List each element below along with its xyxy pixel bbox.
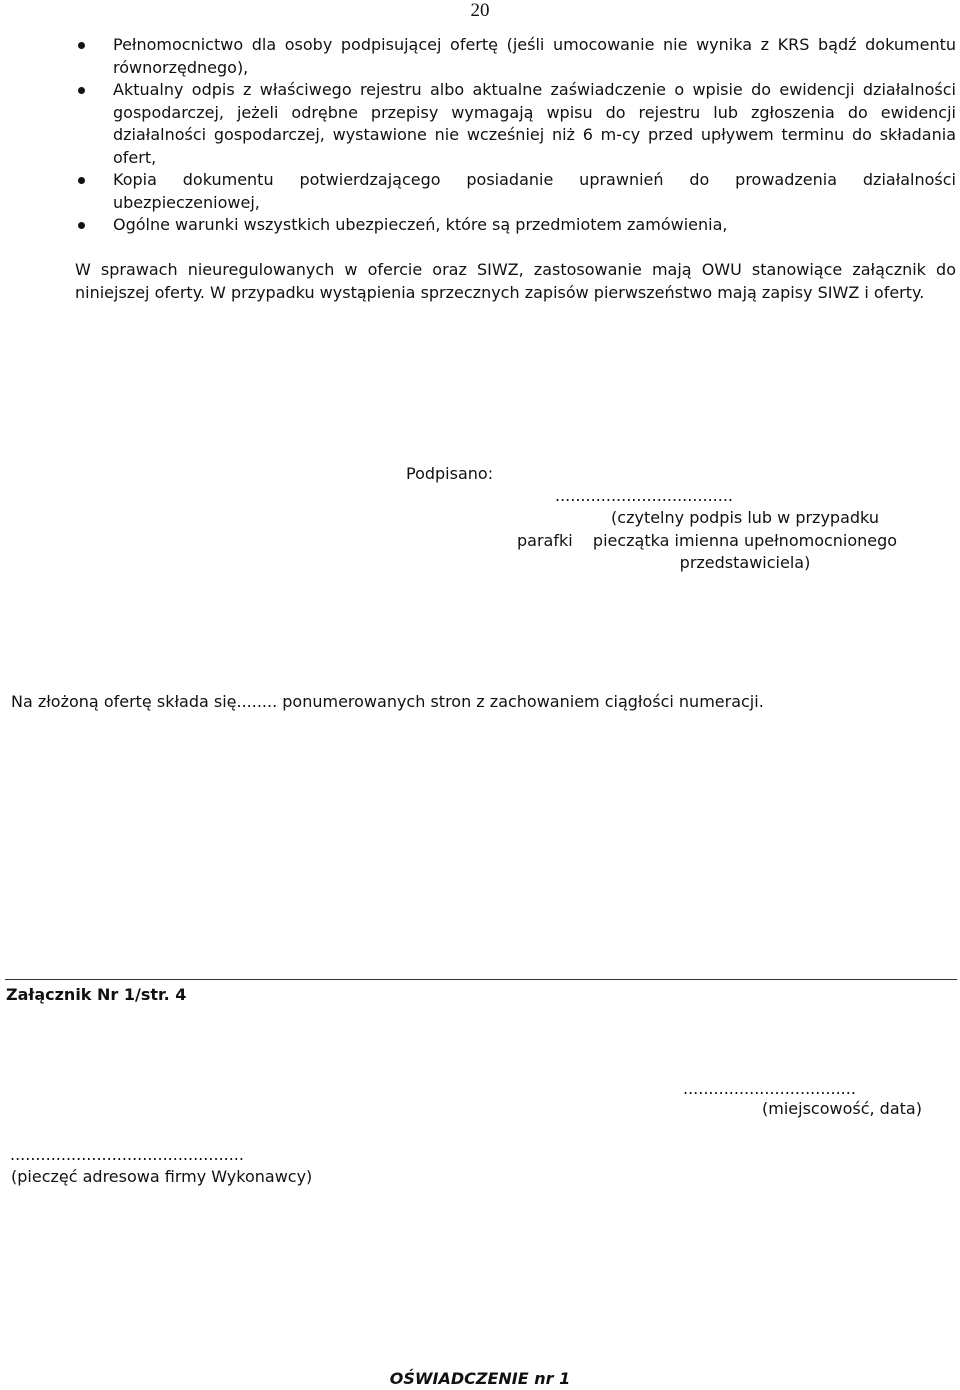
list-item: [76, 79, 956, 169]
attachment-title: Załącznik Nr 1/str. 4: [6, 985, 187, 1004]
list-item: [76, 34, 956, 79]
bullet-icon: [78, 42, 85, 49]
company-stamp-line: ..............................................: [10, 1145, 244, 1164]
signature-caption: [585, 507, 905, 575]
signature-parafki-label: parafki: [517, 531, 573, 550]
signature-caption-line-2: pieczątka imienna upełnomocnionego: [592, 530, 898, 550]
list-item: [76, 169, 956, 214]
list-item-text: Aktualny odpis z właściwego rejestru albo aktualne zaświadczenie o wpisie do ewidencji działalności gospodarczej, jeżeli odrębne przepisy wymagają wpisu do rejestru lub zgłoszenia do ewidencji działalności gospodarczej, wystawione nie wcześniej niż 6 m-cy przed upływem terminu do składania ofert,: [113, 80, 956, 167]
company-stamp-label: (pieczęć adresowa firmy Wykonawcy): [11, 1167, 313, 1186]
list-item-text: Pełnomocnictwo dla osoby podpisującej ofertę (jeśli umocowanie nie wynika z KRS bądź dokumentu równorzędnego),: [113, 35, 956, 77]
place-date-line: ..................................: [683, 1079, 856, 1098]
signature-line: ...................................: [555, 486, 734, 505]
pages-statement: Na złożoną ofertę składa się........ ponumerowanych stron z zachowaniem ciągłości numeracji.: [11, 692, 764, 711]
declaration-title: OŚWIADCZENIE nr 1: [389, 1369, 571, 1388]
bullet-icon: [78, 87, 85, 94]
bullet-icon: [78, 177, 85, 184]
bullet-icon: [78, 222, 85, 229]
list-item-text: Ogólne warunki wszystkich ubezpieczeń, które są przedmiotem zamówienia,: [113, 215, 728, 234]
signed-label: Podpisano:: [406, 464, 494, 483]
list-item-text: Kopia dokumentu potwierdzającego posiadanie uprawnień do prowadzenia działalności ubezpieczeniowej,: [113, 170, 956, 212]
owu-paragraph: W sprawach nieuregulowanych w ofercie oraz SIWZ, zastosowanie mają OWU stanowiące załącznik do niniejszej oferty. W przypadku wystąpienia sprzecznych zapisów pierwszeństwo mają zapisy SIWZ i oferty.: [75, 260, 956, 302]
place-date-label: (miejscowość, data): [762, 1099, 922, 1118]
signature-caption-line-3: przedstawiciela): [679, 553, 811, 572]
list-item: [76, 214, 956, 237]
required-documents-list: [76, 34, 956, 237]
signature-caption-line-1: (czytelny podpis lub w przypadku: [611, 508, 879, 527]
section-divider: [5, 979, 957, 980]
page-number: 20: [470, 0, 490, 21]
